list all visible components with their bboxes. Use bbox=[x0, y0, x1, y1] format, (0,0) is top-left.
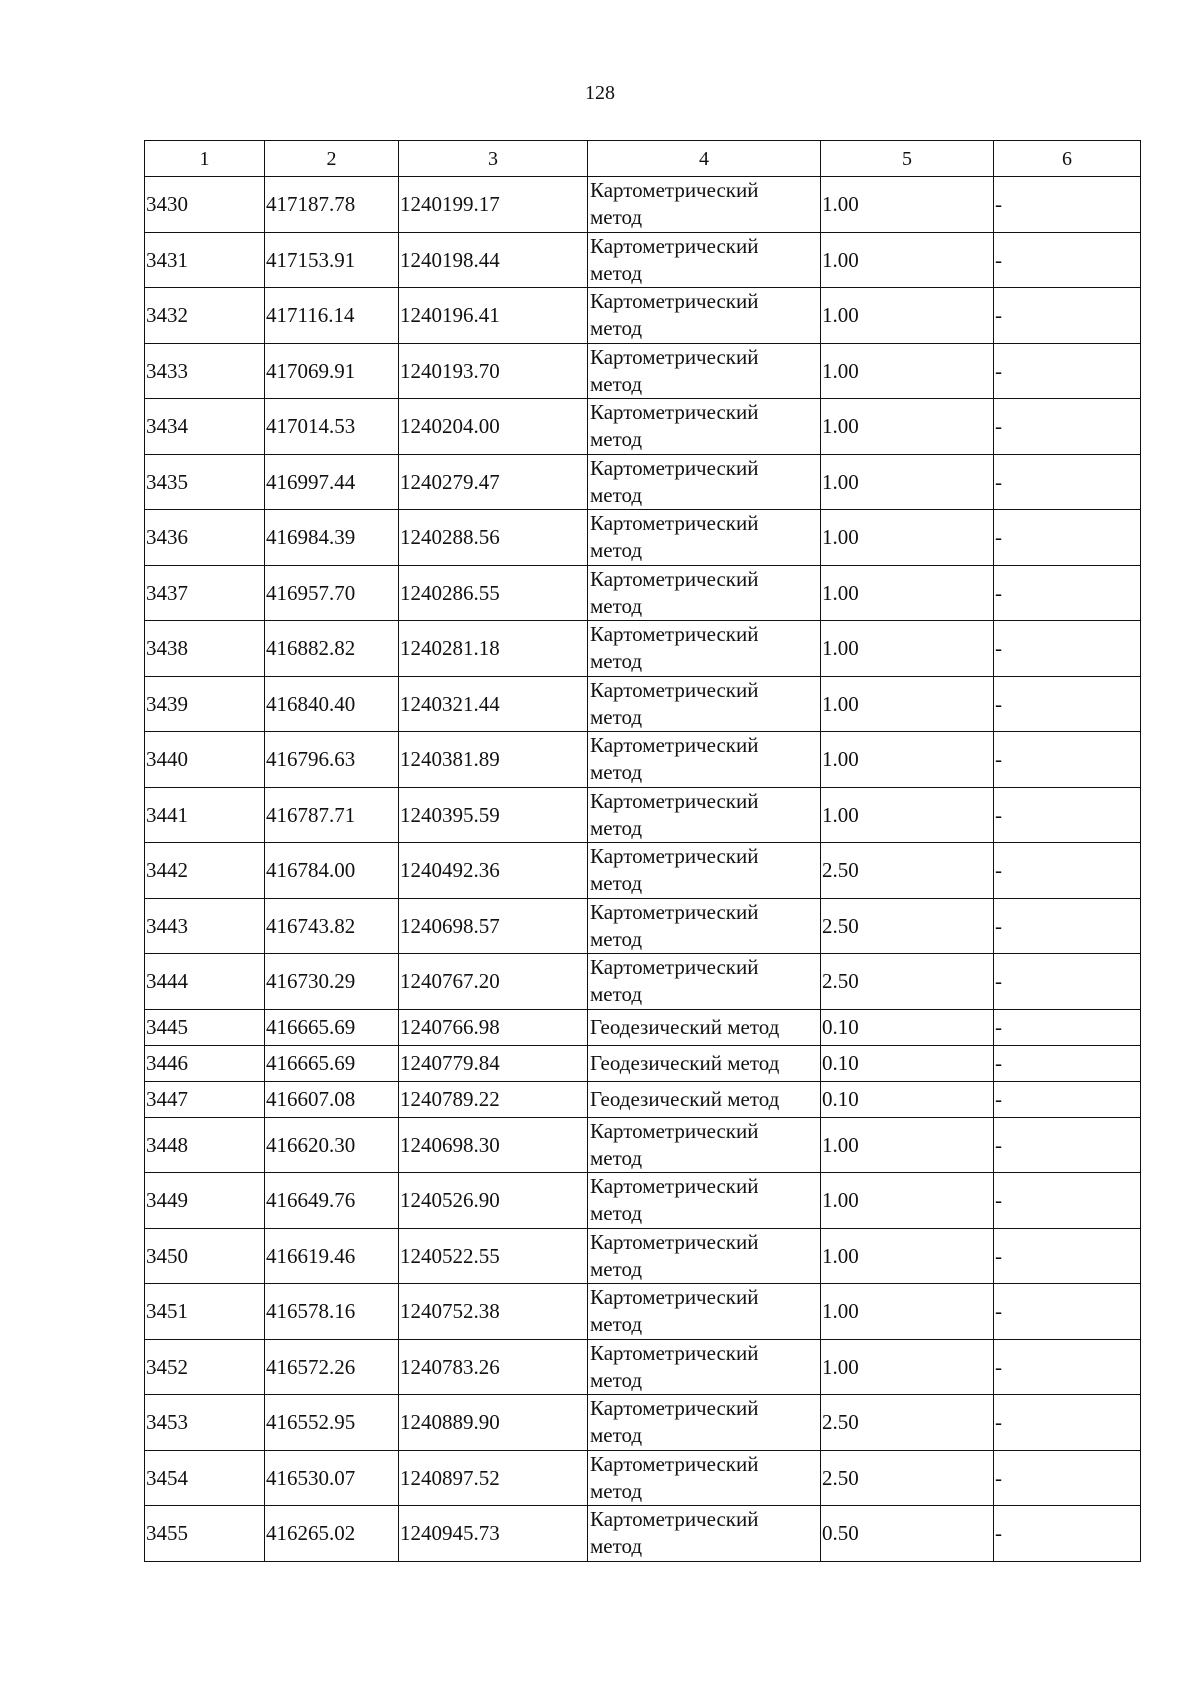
y-coordinate-cell: 1240698.57 bbox=[399, 898, 588, 954]
y-coordinate-cell: 1240779.84 bbox=[399, 1045, 588, 1081]
method-cell bbox=[588, 1284, 821, 1340]
table-row bbox=[145, 1173, 1141, 1229]
table-row bbox=[145, 1081, 1141, 1117]
column-header: 3 bbox=[399, 141, 588, 177]
point-id-cell: 3451 bbox=[145, 1284, 265, 1340]
table-row bbox=[145, 1450, 1141, 1506]
table-row bbox=[145, 177, 1141, 233]
method-line-2: метод bbox=[590, 1256, 643, 1281]
table-row bbox=[145, 843, 1141, 899]
accuracy-cell: 1.00 bbox=[821, 454, 994, 510]
table-row bbox=[145, 1284, 1141, 1340]
table-row bbox=[145, 232, 1141, 288]
method-cell bbox=[588, 1045, 821, 1081]
method-cell bbox=[588, 1395, 821, 1451]
accuracy-cell: 1.00 bbox=[821, 232, 994, 288]
table-row bbox=[145, 954, 1141, 1010]
note-cell: - bbox=[994, 1339, 1141, 1395]
point-id-cell: 3432 bbox=[145, 288, 265, 344]
y-coordinate-cell: 1240526.90 bbox=[399, 1173, 588, 1229]
note-cell: - bbox=[994, 343, 1141, 399]
method-line-1: Картометрический bbox=[590, 1174, 759, 1199]
y-coordinate-cell: 1240321.44 bbox=[399, 676, 588, 732]
y-coordinate-cell: 1240286.55 bbox=[399, 565, 588, 621]
method-line-1: Картометрический bbox=[590, 733, 759, 758]
note-cell: - bbox=[994, 1450, 1141, 1506]
y-coordinate-cell: 1240288.56 bbox=[399, 510, 588, 566]
accuracy-cell: 1.00 bbox=[821, 565, 994, 621]
note-cell: - bbox=[994, 898, 1141, 954]
method-cell bbox=[588, 454, 821, 510]
note-cell: - bbox=[994, 1117, 1141, 1173]
method-cell bbox=[588, 1506, 821, 1562]
x-coordinate-cell: 416882.82 bbox=[265, 621, 399, 677]
y-coordinate-cell: 1240395.59 bbox=[399, 787, 588, 843]
y-coordinate-cell: 1240945.73 bbox=[399, 1506, 588, 1562]
point-id-cell: 3449 bbox=[145, 1173, 265, 1229]
y-coordinate-cell: 1240492.36 bbox=[399, 843, 588, 899]
note-cell: - bbox=[994, 1009, 1141, 1045]
x-coordinate-cell: 416649.76 bbox=[265, 1173, 399, 1229]
y-coordinate-cell: 1240767.20 bbox=[399, 954, 588, 1010]
y-coordinate-cell: 1240522.55 bbox=[399, 1228, 588, 1284]
note-cell: - bbox=[994, 565, 1141, 621]
x-coordinate-cell: 416784.00 bbox=[265, 843, 399, 899]
method-cell bbox=[588, 510, 821, 566]
method-line-1: Картометрический bbox=[590, 1118, 759, 1143]
method-cell bbox=[588, 1173, 821, 1229]
method-line-2: метод bbox=[590, 1534, 643, 1559]
method-line-1: Картометрический bbox=[590, 344, 759, 369]
page-number: 128 bbox=[585, 82, 615, 104]
method-cell bbox=[588, 232, 821, 288]
y-coordinate-cell: 1240204.00 bbox=[399, 399, 588, 455]
note-cell: - bbox=[994, 732, 1141, 788]
x-coordinate-cell: 416997.44 bbox=[265, 454, 399, 510]
table-row bbox=[145, 343, 1141, 399]
table-row bbox=[145, 1228, 1141, 1284]
x-coordinate-cell: 416607.08 bbox=[265, 1081, 399, 1117]
method-line-1: Картометрический bbox=[590, 1507, 759, 1532]
method-cell bbox=[588, 1228, 821, 1284]
note-cell: - bbox=[994, 1173, 1141, 1229]
y-coordinate-cell: 1240193.70 bbox=[399, 343, 588, 399]
method-line-1: Картометрический bbox=[590, 844, 759, 869]
note-cell: - bbox=[994, 954, 1141, 1010]
point-id-cell: 3436 bbox=[145, 510, 265, 566]
x-coordinate-cell: 417014.53 bbox=[265, 399, 399, 455]
note-cell: - bbox=[994, 621, 1141, 677]
table-row bbox=[145, 1009, 1141, 1045]
table-body bbox=[145, 177, 1141, 1562]
method-line-2: метод bbox=[590, 316, 643, 341]
x-coordinate-cell: 417153.91 bbox=[265, 232, 399, 288]
accuracy-cell: 1.00 bbox=[821, 1284, 994, 1340]
method-line-2: метод bbox=[590, 538, 643, 563]
x-coordinate-cell: 417069.91 bbox=[265, 343, 399, 399]
method-line-1: Картометрический bbox=[590, 677, 759, 702]
header-row bbox=[145, 141, 1141, 177]
note-cell: - bbox=[994, 454, 1141, 510]
method-line-1: Картометрический bbox=[590, 289, 759, 314]
accuracy-cell: 1.00 bbox=[821, 343, 994, 399]
method-cell bbox=[588, 177, 821, 233]
method-line-2: метод bbox=[590, 205, 643, 230]
y-coordinate-cell: 1240279.47 bbox=[399, 454, 588, 510]
accuracy-cell: 2.50 bbox=[821, 898, 994, 954]
point-id-cell: 3450 bbox=[145, 1228, 265, 1284]
y-coordinate-cell: 1240789.22 bbox=[399, 1081, 588, 1117]
x-coordinate-cell: 416530.07 bbox=[265, 1450, 399, 1506]
note-cell: - bbox=[994, 1045, 1141, 1081]
note-cell: - bbox=[994, 1506, 1141, 1562]
note-cell: - bbox=[994, 787, 1141, 843]
table-row bbox=[145, 732, 1141, 788]
point-id-cell: 3440 bbox=[145, 732, 265, 788]
method-line-2: метод bbox=[590, 704, 643, 729]
x-coordinate-cell: 417187.78 bbox=[265, 177, 399, 233]
accuracy-cell: 2.50 bbox=[821, 954, 994, 1010]
method-line-1: Картометрический bbox=[590, 622, 759, 647]
point-id-cell: 3454 bbox=[145, 1450, 265, 1506]
y-coordinate-cell: 1240897.52 bbox=[399, 1450, 588, 1506]
method-line-1: Картометрический bbox=[590, 233, 759, 258]
method-cell bbox=[588, 1450, 821, 1506]
coordinates-table bbox=[144, 140, 1141, 1562]
point-id-cell: 3448 bbox=[145, 1117, 265, 1173]
method-cell bbox=[588, 787, 821, 843]
x-coordinate-cell: 416743.82 bbox=[265, 898, 399, 954]
method-line-2: метод bbox=[590, 815, 643, 840]
method-line-2: метод bbox=[590, 1145, 643, 1170]
x-coordinate-cell: 417116.14 bbox=[265, 288, 399, 344]
note-cell: - bbox=[994, 843, 1141, 899]
y-coordinate-cell: 1240199.17 bbox=[399, 177, 588, 233]
method-line-1: Картометрический bbox=[590, 788, 759, 813]
x-coordinate-cell: 416620.30 bbox=[265, 1117, 399, 1173]
method-cell bbox=[588, 1339, 821, 1395]
method-cell bbox=[588, 843, 821, 899]
method-line-1: Картометрический bbox=[590, 955, 759, 980]
point-id-cell: 3437 bbox=[145, 565, 265, 621]
x-coordinate-cell: 416665.69 bbox=[265, 1009, 399, 1045]
table-row bbox=[145, 787, 1141, 843]
table-row bbox=[145, 1045, 1141, 1081]
note-cell: - bbox=[994, 1228, 1141, 1284]
y-coordinate-cell: 1240281.18 bbox=[399, 621, 588, 677]
table-row bbox=[145, 288, 1141, 344]
method-line-2: метод bbox=[590, 427, 643, 452]
point-id-cell: 3446 bbox=[145, 1045, 265, 1081]
table-row bbox=[145, 621, 1141, 677]
method-cell bbox=[588, 676, 821, 732]
method-line-2: метод bbox=[590, 871, 643, 896]
point-id-cell: 3453 bbox=[145, 1395, 265, 1451]
accuracy-cell: 0.10 bbox=[821, 1045, 994, 1081]
method-line-2: метод bbox=[590, 1423, 643, 1448]
method-line-1: Геодезический метод bbox=[590, 1087, 780, 1111]
note-cell: - bbox=[994, 288, 1141, 344]
accuracy-cell: 1.00 bbox=[821, 399, 994, 455]
note-cell: - bbox=[994, 1395, 1141, 1451]
table-row bbox=[145, 1506, 1141, 1562]
method-line-1: Картометрический bbox=[590, 1285, 759, 1310]
accuracy-cell: 1.00 bbox=[821, 787, 994, 843]
point-id-cell: 3442 bbox=[145, 843, 265, 899]
x-coordinate-cell: 416552.95 bbox=[265, 1395, 399, 1451]
y-coordinate-cell: 1240889.90 bbox=[399, 1395, 588, 1451]
y-coordinate-cell: 1240198.44 bbox=[399, 232, 588, 288]
method-line-1: Геодезический метод bbox=[590, 1015, 780, 1039]
method-cell bbox=[588, 954, 821, 1010]
accuracy-cell: 0.10 bbox=[821, 1081, 994, 1117]
accuracy-cell: 1.00 bbox=[821, 1228, 994, 1284]
accuracy-cell: 2.50 bbox=[821, 843, 994, 899]
x-coordinate-cell: 416665.69 bbox=[265, 1045, 399, 1081]
method-line-2: метод bbox=[590, 1478, 643, 1503]
point-id-cell: 3452 bbox=[145, 1339, 265, 1395]
method-cell bbox=[588, 288, 821, 344]
accuracy-cell: 1.00 bbox=[821, 177, 994, 233]
column-header: 6 bbox=[994, 141, 1141, 177]
method-line-1: Картометрический bbox=[590, 178, 759, 203]
method-line-2: метод bbox=[590, 1201, 643, 1226]
column-header: 1 bbox=[145, 141, 265, 177]
accuracy-cell: 1.00 bbox=[821, 732, 994, 788]
method-cell bbox=[588, 898, 821, 954]
method-line-1: Картометрический bbox=[590, 1229, 759, 1254]
method-cell bbox=[588, 732, 821, 788]
x-coordinate-cell: 416730.29 bbox=[265, 954, 399, 1010]
x-coordinate-cell: 416984.39 bbox=[265, 510, 399, 566]
point-id-cell: 3441 bbox=[145, 787, 265, 843]
column-header: 2 bbox=[265, 141, 399, 177]
method-line-2: метод bbox=[590, 649, 643, 674]
method-line-2: метод bbox=[590, 482, 643, 507]
method-cell bbox=[588, 1009, 821, 1045]
method-cell bbox=[588, 399, 821, 455]
accuracy-cell: 1.00 bbox=[821, 676, 994, 732]
method-line-2: метод bbox=[590, 260, 643, 285]
accuracy-cell: 0.50 bbox=[821, 1506, 994, 1562]
table-row bbox=[145, 565, 1141, 621]
method-line-2: метод bbox=[590, 1367, 643, 1392]
point-id-cell: 3435 bbox=[145, 454, 265, 510]
x-coordinate-cell: 416787.71 bbox=[265, 787, 399, 843]
method-line-1: Картометрический bbox=[590, 511, 759, 536]
accuracy-cell: 1.00 bbox=[821, 1339, 994, 1395]
accuracy-cell: 1.00 bbox=[821, 621, 994, 677]
point-id-cell: 3439 bbox=[145, 676, 265, 732]
method-line-1: Картометрический bbox=[590, 1396, 759, 1421]
table-row bbox=[145, 1395, 1141, 1451]
point-id-cell: 3430 bbox=[145, 177, 265, 233]
accuracy-cell: 1.00 bbox=[821, 1173, 994, 1229]
x-coordinate-cell: 416578.16 bbox=[265, 1284, 399, 1340]
accuracy-cell: 1.00 bbox=[821, 1117, 994, 1173]
column-header: 5 bbox=[821, 141, 994, 177]
x-coordinate-cell: 416840.40 bbox=[265, 676, 399, 732]
table-row bbox=[145, 1339, 1141, 1395]
point-id-cell: 3438 bbox=[145, 621, 265, 677]
table-row bbox=[145, 1117, 1141, 1173]
method-cell bbox=[588, 1117, 821, 1173]
method-cell bbox=[588, 621, 821, 677]
y-coordinate-cell: 1240698.30 bbox=[399, 1117, 588, 1173]
method-line-1: Картометрический bbox=[590, 1340, 759, 1365]
x-coordinate-cell: 416957.70 bbox=[265, 565, 399, 621]
method-line-1: Картометрический bbox=[590, 1451, 759, 1476]
x-coordinate-cell: 416265.02 bbox=[265, 1506, 399, 1562]
point-id-cell: 3433 bbox=[145, 343, 265, 399]
point-id-cell: 3445 bbox=[145, 1009, 265, 1045]
method-cell bbox=[588, 343, 821, 399]
method-line-2: метод bbox=[590, 926, 643, 951]
point-id-cell: 3443 bbox=[145, 898, 265, 954]
accuracy-cell: 1.00 bbox=[821, 510, 994, 566]
method-line-2: метод bbox=[590, 593, 643, 618]
point-id-cell: 3455 bbox=[145, 1506, 265, 1562]
method-line-1: Картометрический bbox=[590, 400, 759, 425]
point-id-cell: 3431 bbox=[145, 232, 265, 288]
point-id-cell: 3447 bbox=[145, 1081, 265, 1117]
note-cell: - bbox=[994, 510, 1141, 566]
accuracy-cell: 2.50 bbox=[821, 1450, 994, 1506]
method-cell bbox=[588, 565, 821, 621]
note-cell: - bbox=[994, 1284, 1141, 1340]
note-cell: - bbox=[994, 676, 1141, 732]
y-coordinate-cell: 1240783.26 bbox=[399, 1339, 588, 1395]
x-coordinate-cell: 416572.26 bbox=[265, 1339, 399, 1395]
x-coordinate-cell: 416619.46 bbox=[265, 1228, 399, 1284]
method-line-1: Картометрический bbox=[590, 455, 759, 480]
table-row bbox=[145, 898, 1141, 954]
method-line-1: Картометрический bbox=[590, 899, 759, 924]
x-coordinate-cell: 416796.63 bbox=[265, 732, 399, 788]
y-coordinate-cell: 1240196.41 bbox=[399, 288, 588, 344]
table-row bbox=[145, 454, 1141, 510]
method-line-2: метод bbox=[590, 371, 643, 396]
note-cell: - bbox=[994, 177, 1141, 233]
column-header: 4 bbox=[588, 141, 821, 177]
method-line-2: метод bbox=[590, 1312, 643, 1337]
point-id-cell: 3434 bbox=[145, 399, 265, 455]
method-line-2: метод bbox=[590, 982, 643, 1007]
accuracy-cell: 1.00 bbox=[821, 288, 994, 344]
method-line-2: метод bbox=[590, 760, 643, 785]
method-cell bbox=[588, 1081, 821, 1117]
note-cell: - bbox=[994, 232, 1141, 288]
table-row bbox=[145, 399, 1141, 455]
note-cell: - bbox=[994, 399, 1141, 455]
note-cell: - bbox=[994, 1081, 1141, 1117]
y-coordinate-cell: 1240381.89 bbox=[399, 732, 588, 788]
accuracy-cell: 0.10 bbox=[821, 1009, 994, 1045]
table-row bbox=[145, 510, 1141, 566]
method-line-1: Картометрический bbox=[590, 566, 759, 591]
point-id-cell: 3444 bbox=[145, 954, 265, 1010]
accuracy-cell: 2.50 bbox=[821, 1395, 994, 1451]
y-coordinate-cell: 1240752.38 bbox=[399, 1284, 588, 1340]
table-row bbox=[145, 676, 1141, 732]
method-line-1: Геодезический метод bbox=[590, 1051, 780, 1075]
y-coordinate-cell: 1240766.98 bbox=[399, 1009, 588, 1045]
